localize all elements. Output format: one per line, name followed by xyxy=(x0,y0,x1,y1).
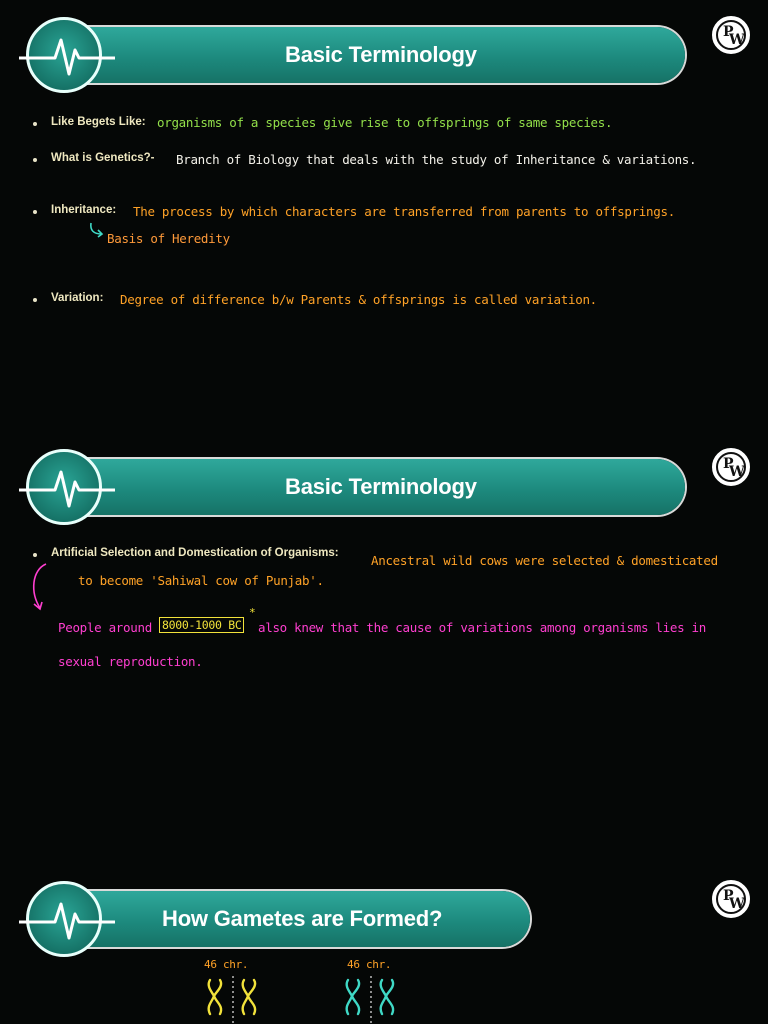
pw-logo: P W xyxy=(712,16,750,54)
pulse-icon xyxy=(26,449,102,525)
arrow-icon xyxy=(88,222,106,242)
note-sexual-reproduction: sexual reproduction. xyxy=(58,654,203,669)
definition-genetics: Branch of Biology that deals with the study of Inheritance & variations. xyxy=(176,152,697,167)
bullet xyxy=(33,298,37,302)
term-inheritance: Inheritance: xyxy=(51,204,117,216)
bullet xyxy=(33,553,37,557)
note-heredity: Basis of Heredity xyxy=(107,231,230,246)
chromosome-icon xyxy=(338,976,410,1024)
title-banner xyxy=(50,27,685,83)
slide-title: Basic Terminology xyxy=(285,474,477,499)
title-banner xyxy=(50,891,530,947)
slide-title: Basic Terminology xyxy=(285,42,477,67)
pw-logo: P W xyxy=(712,448,750,486)
bullet xyxy=(33,158,37,162)
definition-artificial-selection: Ancestral wild cows were selected & domesticated xyxy=(371,553,718,568)
pulse-icon xyxy=(26,17,102,93)
chromosome-icon xyxy=(200,976,272,1024)
term-artificial-selection: Artificial Selection and Domestication of Organisms: xyxy=(51,547,339,559)
pulse-icon xyxy=(26,881,102,957)
highlight-date-range: 8000-1000 BC xyxy=(159,617,244,633)
asterisk-mark: * xyxy=(249,606,256,619)
slide-basic-terminology-1 xyxy=(0,0,768,432)
bullet xyxy=(33,210,37,214)
arrow-icon xyxy=(26,562,50,618)
bullet xyxy=(33,122,37,126)
term-variation: Variation: xyxy=(51,292,104,304)
label-46-chromosomes-left: 46 chr. xyxy=(204,958,249,971)
title-banner xyxy=(50,459,685,515)
slide-how-gametes-formed xyxy=(0,864,768,1024)
slide-title: How Gametes are Formed? xyxy=(162,906,443,931)
definition-artificial-selection-line2: to become 'Sahiwal cow of Punjab'. xyxy=(78,573,324,588)
term-like-begets-like: Like Begets Like: xyxy=(51,116,146,128)
pw-logo: P W xyxy=(712,880,750,918)
note-cause-of-variations: also knew that the cause of variations among organisms lies in xyxy=(258,620,706,635)
term-genetics: What is Genetics?- xyxy=(51,152,155,164)
definition-like-begets-like: organisms of a species give rise to offsprings of same species. xyxy=(157,115,613,130)
note-people-around: People around xyxy=(58,620,152,635)
definition-variation: Degree of difference b/w Parents & offsprings is called variation. xyxy=(120,292,597,307)
label-46-chromosomes-right: 46 chr. xyxy=(347,958,392,971)
definition-inheritance: The process by which characters are transferred from parents to offsprings. xyxy=(133,204,675,219)
slide-basic-terminology-2 xyxy=(0,432,768,864)
